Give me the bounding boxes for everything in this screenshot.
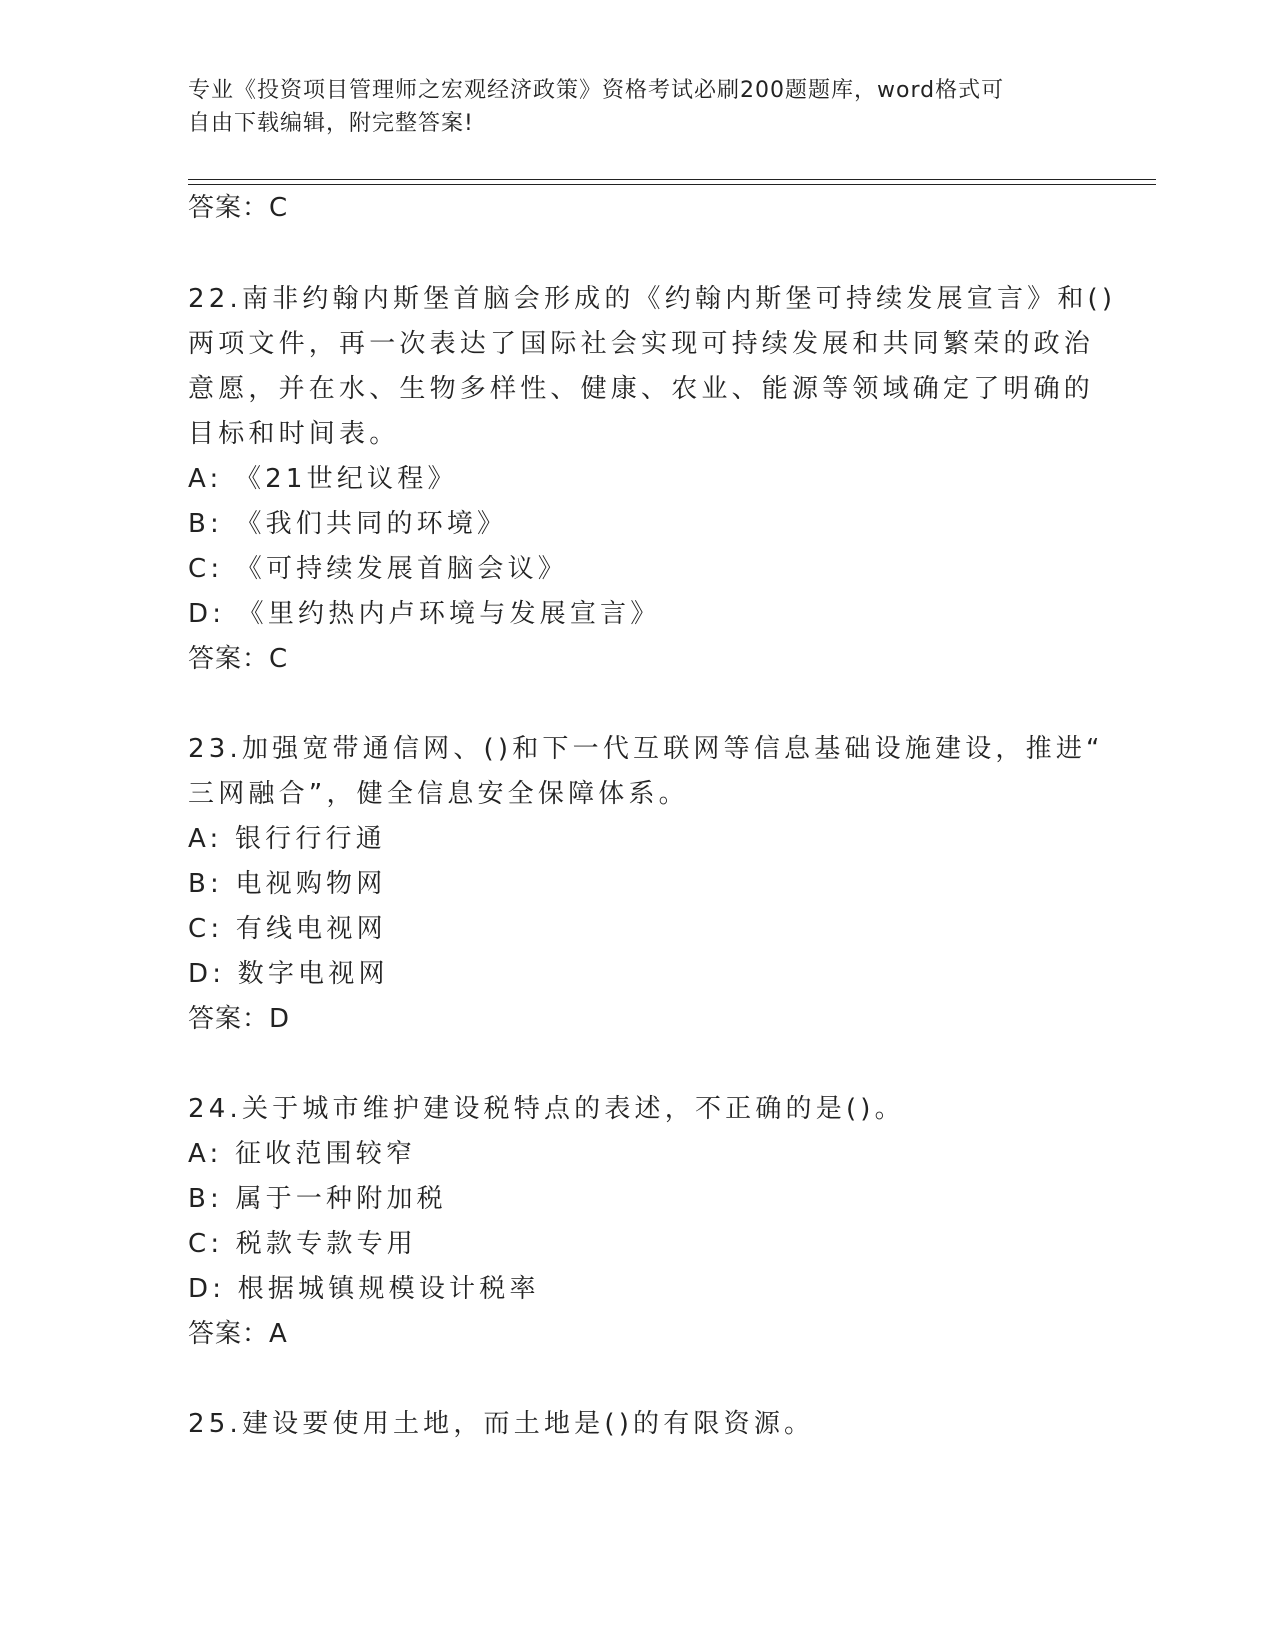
q22-option-d: D: 《里约热内卢环境与发展宣言》 bbox=[188, 599, 661, 629]
header-line-1: 专业《投资项目管理师之宏观经济政策》资格考试必刷200题题库，word格式可 bbox=[188, 78, 1005, 103]
q22-text-line-1: 22.南非约翰内斯堡首脑会形成的《约翰内斯堡可持续发展宣言》和() bbox=[188, 284, 1117, 314]
q23-option-d: D: 数字电视网 bbox=[188, 959, 389, 989]
page-header bbox=[188, 74, 1088, 140]
q23-option-b: B: 电视购物网 bbox=[188, 869, 387, 899]
q23-answer: 答案：D bbox=[188, 1004, 291, 1034]
q24-option-d: D: 根据城镇规模设计税率 bbox=[188, 1274, 540, 1304]
q24-answer: 答案：A bbox=[188, 1319, 288, 1349]
header-double-rule bbox=[188, 179, 1156, 185]
q22-text-line-3: 意愿，并在水、生物多样性、健康、农业、能源等领域确定了明确的 bbox=[188, 374, 1095, 404]
q22-option-b: B: 《我们共同的环境》 bbox=[188, 509, 508, 539]
q22-answer: 答案：C bbox=[188, 644, 289, 674]
q25-text-line-1: 25.建设要使用土地，而土地是()的有限资源。 bbox=[188, 1409, 815, 1439]
q22-option-a: A: 《21世纪议程》 bbox=[188, 464, 458, 494]
q22-option-c: C: 《可持续发展首脑会议》 bbox=[188, 554, 568, 584]
q24-text-line-1: 24.关于城市维护建设税特点的表述，不正确的是()。 bbox=[188, 1094, 905, 1124]
header-line-2: 自由下载编辑，附完整答案! bbox=[188, 111, 474, 136]
q23-text-line-2: 三网融合”，健全信息安全保障体系。 bbox=[188, 779, 689, 809]
q22-text-line-4: 目标和时间表。 bbox=[188, 419, 400, 449]
q22-text-line-2: 两项文件，再一次表达了国际社会实现可持续发展和共同繁荣的政治 bbox=[188, 329, 1095, 359]
q23-text-line-1: 23.加强宽带通信网、()和下一代互联网等信息基础设施建设，推进“ bbox=[188, 734, 1104, 764]
q24-option-b: B: 属于一种附加税 bbox=[188, 1184, 447, 1214]
q23-option-a: A: 银行行行通 bbox=[188, 824, 386, 854]
prev-answer: 答案：C bbox=[188, 193, 289, 223]
q23-option-c: C: 有线电视网 bbox=[188, 914, 387, 944]
q24-option-a: A: 征收范围较窄 bbox=[188, 1139, 417, 1169]
q24-option-c: C: 税款专款专用 bbox=[188, 1229, 417, 1259]
